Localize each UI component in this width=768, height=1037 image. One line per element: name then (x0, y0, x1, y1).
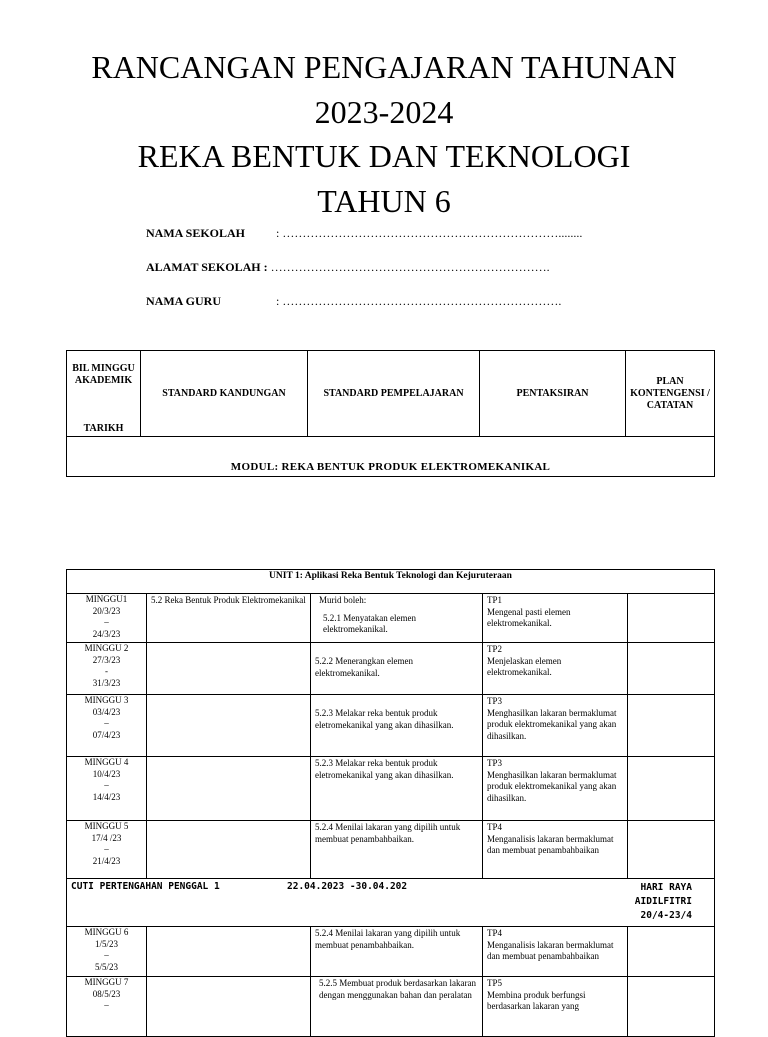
catatan-cell (628, 695, 715, 757)
week-sep: – (104, 718, 109, 728)
standard-kandungan-cell: 5.2 Reka Bentuk Produk Elektromekanikal (147, 594, 311, 643)
field-value: : ……………………………………………………………........ (276, 226, 583, 240)
table-row (67, 757, 715, 821)
standard-pempelajaran-cell (311, 695, 483, 757)
field-alamat-sekolah (146, 260, 550, 275)
header-bil-minggu (67, 351, 141, 437)
tp-desc: Membina produk berfungsi berdasarkan lakaran yang (487, 989, 586, 1011)
pentaksiran-cell (483, 695, 628, 757)
header-pentaksiran: PENTAKSIRAN (480, 351, 626, 437)
standard-pempelajaran-cell (311, 757, 483, 821)
holiday-line1: HARI RAYA (640, 882, 692, 893)
break-cell (67, 879, 715, 927)
field-value: : ……………………………………………………………. (276, 294, 562, 308)
tp-level: TP1 (487, 595, 503, 605)
standard-pempelajaran-cell (311, 927, 483, 977)
standard-kandungan-cell (147, 695, 311, 757)
tp-level: TP3 (487, 696, 503, 706)
header-standard-pempelajaran: STANDARD PEMPELAJARAN (308, 351, 480, 437)
sp-text: 5.2.2 Menerangkan elemen elektromekanikal. (315, 656, 413, 678)
catatan-cell (628, 977, 715, 1037)
plan-table (66, 569, 715, 1037)
week-start: 03/4/23 (92, 706, 121, 717)
catatan-cell (628, 821, 715, 879)
week-end: 5/5/23 (94, 961, 118, 972)
week-label: MINGGU 2 (84, 643, 129, 653)
standard-pempelajaran-cell (311, 594, 483, 643)
pentaksiran-cell (483, 643, 628, 695)
sp-intro: Murid boleh: (319, 595, 367, 605)
holiday-line2: AIDILFITRI (634, 896, 692, 907)
week-end: 07/4/23 (92, 729, 121, 740)
tp-desc: Menghasilkan lakaran bermaklumat produk elektromekanikal yang akan dihasilkan. (487, 707, 617, 741)
tp-desc: Mengenal pasti elemen elektromekanikal. (487, 606, 571, 628)
week-cell (67, 594, 147, 643)
pentaksiran-cell (483, 977, 628, 1037)
catatan-cell (628, 643, 715, 695)
week-end: 21/4/23 (92, 855, 121, 866)
tp-level: TP2 (487, 644, 503, 654)
week-cell (67, 927, 147, 977)
week-start: 1/5/23 (94, 938, 118, 949)
pentaksiran-cell (483, 757, 628, 821)
header-tarikh-label: TARIKH (83, 423, 124, 434)
standard-pempelajaran-cell (311, 643, 483, 695)
standard-kandungan-cell (147, 643, 311, 695)
header-plan-kontengensi: PLAN KONTENGENSI / CATATAN (626, 351, 715, 437)
tp-level: TP4 (487, 822, 503, 832)
header-bil-minggu-label: BIL MINGGU AKADEMIK (72, 363, 135, 386)
week-label: MINGGU 5 (84, 821, 129, 831)
table-row (67, 977, 715, 1037)
field-value: ……………………………………………………………. (270, 260, 550, 274)
sp-text: 5.2.5 Membuat produk berdasarkan lakaran dengan menggunakan bahan dan peralatan (319, 978, 476, 1000)
field-label: ALAMAT SEKOLAH : (146, 260, 268, 274)
tp-desc: Menghasilkan lakaran bermaklumat produk elektromekanikal yang akan dihasilkan. (487, 769, 617, 803)
holiday-note (635, 881, 692, 923)
header-table (66, 350, 715, 477)
standard-kandungan-cell (147, 821, 311, 879)
table-row (67, 695, 715, 757)
week-sep: – (104, 950, 109, 960)
standard-kandungan-cell (147, 757, 311, 821)
sp-text: 5.2.4 Menilai lakaran yang dipilih untuk membuat penambahbaikan. (315, 822, 461, 844)
standard-kandungan-cell (147, 927, 311, 977)
sp-text: 5.2.4 Menilai lakaran yang dipilih untuk membuat penambahbaikan. (315, 928, 461, 950)
document-title-grade: TAHUN 6 (317, 183, 451, 219)
week-start: 27/3/23 (92, 654, 121, 665)
week-label: MINGGU 4 (84, 757, 129, 767)
week-cell (67, 757, 147, 821)
break-dates: 22.04.2023 -30.04.202 (287, 881, 408, 892)
week-start: 08/5/23 (92, 988, 121, 999)
week-sep: – (104, 1000, 109, 1010)
week-start: 20/3/23 (92, 605, 121, 616)
week-end: 14/4/23 (92, 791, 121, 802)
sp-text: 5.2.1 Menyatakan elemen elektromekanikal. (323, 612, 416, 634)
pentaksiran-cell (483, 927, 628, 977)
tp-desc: Menjelaskan elemen elektromekanikal. (487, 655, 562, 677)
break-label: CUTI PERTENGAHAN PENGGAL 1 (71, 881, 220, 892)
table-row (67, 821, 715, 879)
week-label: MINGGU 6 (84, 927, 129, 937)
table-row (67, 594, 715, 643)
week-end: 31/3/23 (92, 677, 121, 688)
catatan-cell (628, 927, 715, 977)
field-label: NAMA GURU (146, 294, 221, 308)
tp-level: TP4 (487, 928, 503, 938)
standard-pempelajaran-cell (311, 977, 483, 1037)
tp-level: TP3 (487, 758, 503, 768)
week-label: MINGGU 3 (84, 695, 129, 705)
holiday-line3: 20/4-23/4 (640, 910, 692, 921)
field-nama-sekolah (146, 226, 582, 241)
week-cell (67, 643, 147, 695)
catatan-cell (628, 757, 715, 821)
week-label: MINGGU1 (85, 594, 128, 604)
week-cell (67, 695, 147, 757)
field-nama-guru (146, 294, 561, 309)
week-sep: – (104, 780, 109, 790)
break-row (67, 879, 715, 927)
module-title: MODUL: REKA BENTUK PRODUK ELEKTROMEKANIKAL (67, 437, 715, 477)
table-row (67, 643, 715, 695)
sp-text: 5.2.3 Melakar reka bentuk produk eletromekanikal yang akan dihasilkan. (315, 708, 454, 730)
week-cell (67, 977, 147, 1037)
week-sep: – (104, 844, 109, 854)
week-sep: – (104, 617, 109, 627)
table-row (67, 927, 715, 977)
week-start: 10/4/23 (92, 768, 121, 779)
document-title-subject: REKA BENTUK DAN TEKNOLOGI (137, 138, 631, 174)
standard-kandungan-cell (147, 977, 311, 1037)
pentaksiran-cell (483, 594, 628, 643)
week-label: MINGGU 7 (84, 977, 129, 987)
tp-desc: Menganalisis lakaran bermaklumat dan membuat penambahbaikan (487, 939, 614, 961)
document-title-line1: RANCANGAN PENGAJARAN TAHUNAN (91, 49, 677, 85)
unit-title: UNIT 1: Aplikasi Reka Bentuk Teknologi dan Kejuruteraan (67, 570, 715, 594)
document-title-year: 2023-2024 (314, 94, 454, 130)
tp-level: TP5 (487, 978, 503, 988)
week-start: 17/4 /23 (91, 832, 122, 843)
field-label: NAMA SEKOLAH (146, 226, 246, 240)
pentaksiran-cell (483, 821, 628, 879)
week-cell (67, 821, 147, 879)
header-standard-kandungan: STANDARD KANDUNGAN (141, 351, 308, 437)
week-sep: - (105, 666, 108, 676)
week-end: 24/3/23 (92, 628, 121, 639)
sp-text: 5.2.3 Melakar reka bentuk produk eletromekanikal yang akan dihasilkan. (315, 758, 454, 780)
tp-desc: Menganalisis lakaran bermaklumat dan membuat penambahbaikan (487, 833, 614, 855)
standard-pempelajaran-cell (311, 821, 483, 879)
catatan-cell (628, 594, 715, 643)
